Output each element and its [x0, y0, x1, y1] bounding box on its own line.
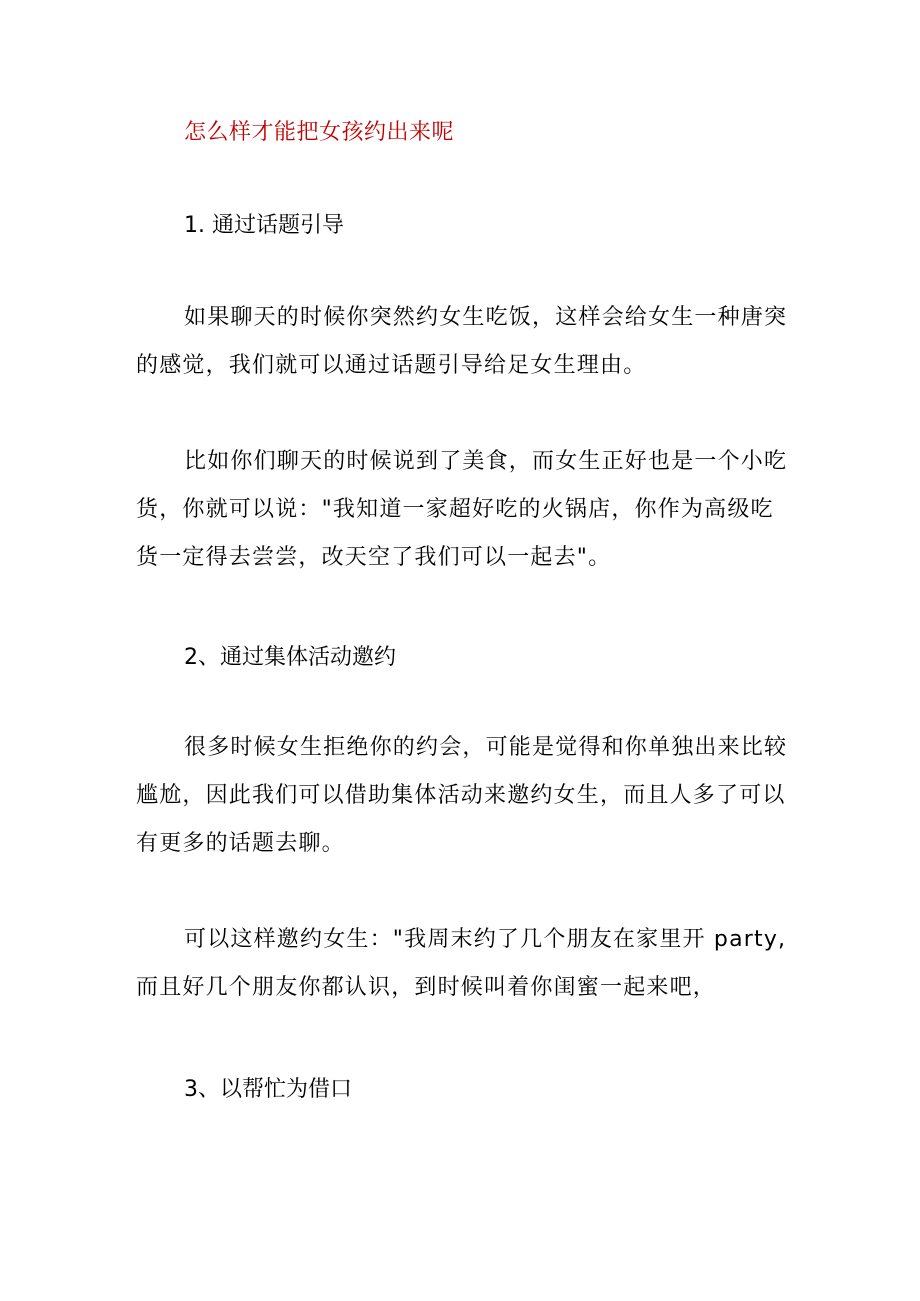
section-2-paragraph-2: 可以这样邀约女生："我周末约了几个朋友在家里开 party,而且好几个朋友你都认识，到时候叫着你闺蜜一起来吧，: [136, 927, 787, 1000]
section-1-paragraph-2: 比如你们聊天的时候说到了美食，而女生正好也是一个小吃货，你就可以说："我知道一家超好吃的火锅店，你作为高级吃货一定得去尝尝，改天空了我们可以一起去"。: [136, 449, 788, 570]
document-title: 怎么样才能把女孩约出来呢: [184, 120, 455, 145]
section-1-paragraph-1: 如果聊天的时候你突然约女生吃饭，这样会给女生一种唐突的感觉，我们就可以通过话题引导给足女生理由。: [136, 305, 788, 378]
section-heading-1: 1. 通过话题引导: [184, 213, 344, 238]
section-heading-2: 2、通过集体活动邀约: [184, 645, 396, 670]
section-2-paragraph-1: 很多时候女生拒绝你的约会，可能是觉得和你单独出来比较尴尬，因此我们可以借助集体活动来邀约女生，而且人多了可以有更多的话题去聊。: [136, 735, 788, 856]
section-heading-3: 3、以帮忙为借口: [184, 1077, 352, 1102]
